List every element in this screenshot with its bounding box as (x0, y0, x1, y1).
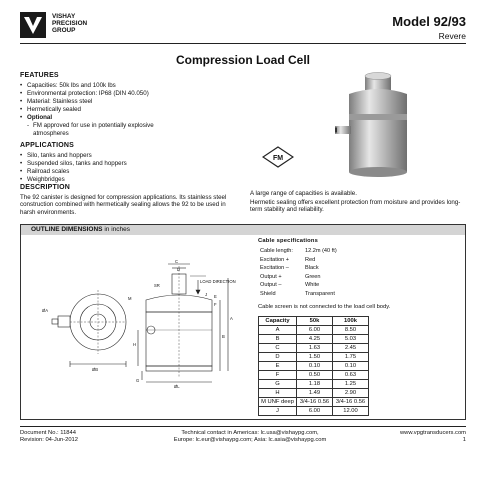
outline-drawing (30, 260, 245, 410)
applications-section (20, 142, 250, 184)
description-right-1: A large range of capacities is available. (250, 190, 357, 197)
cable-row: Shield Transparent (260, 290, 335, 297)
footer-divider (20, 426, 466, 427)
vishay-logo-icon (20, 12, 46, 38)
table-row: B 4.25 5.03 (259, 335, 369, 344)
footer-right (400, 430, 466, 444)
cable-row: Excitation + Red (260, 256, 316, 263)
feature-optional-item: - FM approved for use in potentially explosive atmospheres (20, 122, 170, 138)
cable-heading: Cable specifications (258, 238, 319, 244)
table-row: J 6.00 12.00 (259, 407, 369, 416)
outline-dimensions-header (21, 225, 465, 235)
cable-row: Output + Green (260, 273, 321, 280)
dim-label: E (214, 294, 217, 299)
contact-europe-asia[interactable]: Europe: lc.eur@vishaypg.com; Asia: lc.asia@vishaypg.com (173, 437, 327, 443)
applications-heading: APPLICATIONS (20, 142, 74, 149)
application-item: • Weighbridges (20, 176, 250, 184)
dim-label: C (175, 260, 179, 264)
dim-label: J (205, 292, 208, 297)
feature-item: • Environmental protection: IP68 (DIN 40.050) (20, 90, 250, 98)
load-cell-image (335, 70, 420, 180)
application-item: • Silo, tanks and hoppers (20, 152, 250, 160)
fm-approved-icon (262, 146, 294, 168)
dim-label: ØL (174, 384, 180, 389)
table-row: C 1.63 2.45 (259, 344, 369, 353)
load-direction-label: LOAD DIRECTION (200, 279, 236, 284)
features-heading: FEATURES (20, 72, 59, 79)
cable-row: Excitation – Black (260, 265, 319, 271)
revision-date: Revision: 04-Jun-2012 (20, 437, 79, 443)
model-title: Model 92/93 (392, 14, 466, 29)
feature-item: • Hermetically sealed (20, 106, 250, 114)
footer-contacts (150, 430, 350, 444)
brand-name: Revere (438, 31, 466, 41)
description-left: The 92 canister is designed for compression applications. Its stainless steel construction combined with hermetically sealing allows the 92 to be used in harsh environments. (20, 194, 227, 216)
table-row: H 1.49 2.90 (259, 389, 369, 398)
outline-title: OUTLINE DIMENSIONS (31, 226, 103, 233)
feature-optional: • Optional (20, 114, 250, 122)
application-item: • Railroad scales (20, 168, 250, 176)
page-title: Compression Load Cell (175, 53, 311, 67)
feature-item: • Capacities: 50k lbs and 100k lbs (20, 82, 250, 90)
table-row: A 6.00 8.50 (259, 326, 369, 335)
application-item: • Suspended silos, tanks and hoppers (20, 160, 250, 168)
capacity-table (258, 316, 369, 416)
footer-document-info (20, 430, 78, 444)
description-right-2: Hermetic sealing offers excellent protection from moisture and provides long-term stability and reliability. (250, 199, 461, 214)
page-number: 1 (462, 437, 466, 443)
website-link[interactable]: www.vpgtransducers.com (399, 430, 466, 436)
header-divider (20, 43, 466, 44)
dim-label: H (133, 342, 137, 347)
fm-badge-text: FM (272, 155, 284, 162)
dim-label: F (214, 302, 217, 307)
features-section (20, 72, 250, 138)
cable-row: Output – White (260, 282, 320, 288)
cable-specifications (258, 238, 458, 311)
table-header-row: Capacity 50k 100k (259, 317, 369, 326)
outline-unit: in inches (104, 226, 130, 233)
table-row: E 0.10 0.10 (259, 362, 369, 371)
dim-label: D (177, 267, 181, 272)
dim-label: SR (154, 283, 160, 288)
dim-label: G (136, 378, 140, 383)
cable-row: Cable length: 12.2m (40 ft) (260, 248, 337, 254)
dim-label: B (222, 334, 225, 339)
table-row: F 0.50 0.63 (259, 371, 369, 380)
contact-americas[interactable]: Technical contact in Americas: lc.usa@vishaypg.com, (181, 430, 319, 436)
dim-label: ØB (92, 367, 99, 372)
description-heading: DESCRIPTION (20, 184, 71, 191)
table-row: M UNF deep 3/4-16 0.56 3/4-16 0.56 (259, 398, 369, 407)
company-name: VISHAY PRECISION GROUP (52, 13, 88, 35)
dim-label: ØA (42, 308, 49, 313)
cable-note: Cable screen is not connected to the load cell body. (258, 304, 391, 310)
dim-label: A (230, 316, 233, 321)
feature-item: • Material: Stainless steel (20, 98, 250, 106)
table-row: G 1.18 1.25 (259, 380, 369, 389)
dim-label: M (128, 296, 132, 301)
table-row: D 1.50 1.75 (259, 353, 369, 362)
document-number: Document No.: 11844 (20, 430, 76, 436)
